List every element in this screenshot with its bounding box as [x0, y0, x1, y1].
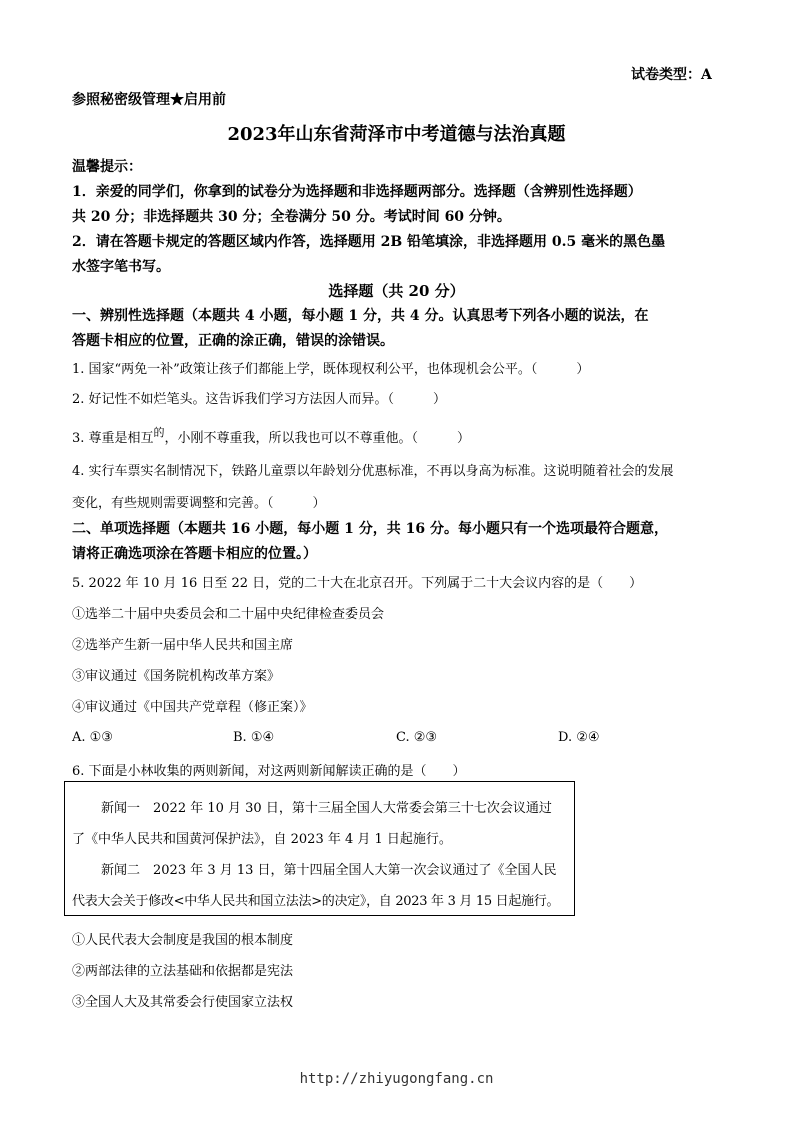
question-6: 6. 下面是小林收集的两则新闻，对这两则新闻解读正确的是（ ） [72, 764, 466, 779]
part2-instructions: 二、单项选择题（本题共 16 小题，每小题 1 分，共 16 分。每小题只有一个选项最符合题意， [72, 521, 668, 537]
paper-type: 试卷类型：A [631, 67, 712, 83]
tips-line: 水签字笔书写。 [72, 259, 170, 275]
tips-line: 1．亲爱的同学们，你拿到的试卷分为选择题和非选择题两部分。选择题（含辨别性选择题） [72, 184, 642, 200]
question-4: 4. 实行车票实名制情况下，铁路儿童票以年龄划分优惠标准，不再以身高为标准。这说明随着社会的发展 [72, 464, 674, 479]
news-2-continued: 代表大会关于修改<中华人民共和国立法法>的决定》，自 2023 年 3 月 15 日起施行。 [72, 894, 560, 909]
q5-item: ②选举产生新一届中华人民共和国主席 [72, 638, 294, 653]
question-2: 2. 好记性不如烂笔头。这告诉我们学习方法因人而异。（ ） [72, 392, 447, 407]
q5-option-d: D. ②④ [558, 730, 600, 745]
q5-option-c: C. ②③ [396, 730, 438, 745]
q5-item: ③审议通过《国务院机构改革方案》 [72, 669, 281, 684]
secrecy-label: 参照秘密级管理★启用前 [72, 92, 226, 108]
question-1: 1. 国家“两免一补”政策让孩子们都能上学，既体现权利公平，也体现机会公平。（ ） [72, 362, 590, 377]
footer-url[interactable]: http://zhiyugongfang.cn [299, 1071, 494, 1087]
part1-instructions: 一、辨别性选择题（本题共 4 小题，每小题 1 分，共 4 分。认真思考下列各小题的说法，在 [72, 308, 649, 324]
q5-item: ④审议通过《中国共产党章程（修正案）》 [72, 700, 313, 715]
tips-line: 2．请在答题卡规定的答题区域内作答，选择题用 2B 铅笔填涂，非选择题用 0.5 毫米的黑色墨 [72, 234, 666, 250]
page-title: 2023年山东省菏泽市中考道德与法治真题 [227, 124, 566, 145]
part1-instructions: 答题卡相应的位置，正确的涂正确，错误的涂错误。 [72, 333, 394, 349]
q5-item: ①选举二十届中央委员会和二十届中央纪律检查委员会 [72, 607, 385, 622]
news-2: 新闻二 2023 年 3 月 13 日，第十四届全国人大第一次会议通过了《全国人民 [101, 863, 557, 878]
q6-item: ③全国人大及其常委会行使国家立法权 [72, 995, 294, 1010]
tips-heading: 温馨提示： [72, 159, 142, 175]
question-3: 3. 尊重是相互$^的$，小刚不尊重我，所以我也可以不尊重他。（ ） [72, 426, 471, 446]
q5-option-b: B. ①④ [233, 730, 275, 745]
news-1: 新闻一 2022 年 10 月 30 日，第十三届全国人大常委会第三十七次会议通过 [101, 801, 552, 816]
section-heading: 选择题（共 20 分） [328, 282, 465, 300]
question-4-continued: 变化，有些规则需要调整和完善。（ ） [72, 496, 326, 511]
q6-item: ②两部法律的立法基础和依据都是宪法 [72, 964, 294, 979]
part2-instructions: 请将正确选项涂在答题卡相应的位置。） [72, 546, 317, 562]
news-1-continued: 了《中华人民共和国黄河保护法》，自 2023 年 4 月 1 日起施行。 [72, 832, 452, 847]
q5-option-a: A. ①③ [72, 730, 113, 745]
q6-item: ①人民代表大会制度是我国的根本制度 [72, 933, 294, 948]
question-5: 5. 2022 年 10 月 16 日至 22 日，党的二十大在北京召开。下列属于二十大会议内容的是（ ） [72, 576, 643, 591]
tips-line: 共 20 分；非选择题共 30 分；全卷满分 50 分。考试时间 60 分钟。 [72, 209, 511, 225]
